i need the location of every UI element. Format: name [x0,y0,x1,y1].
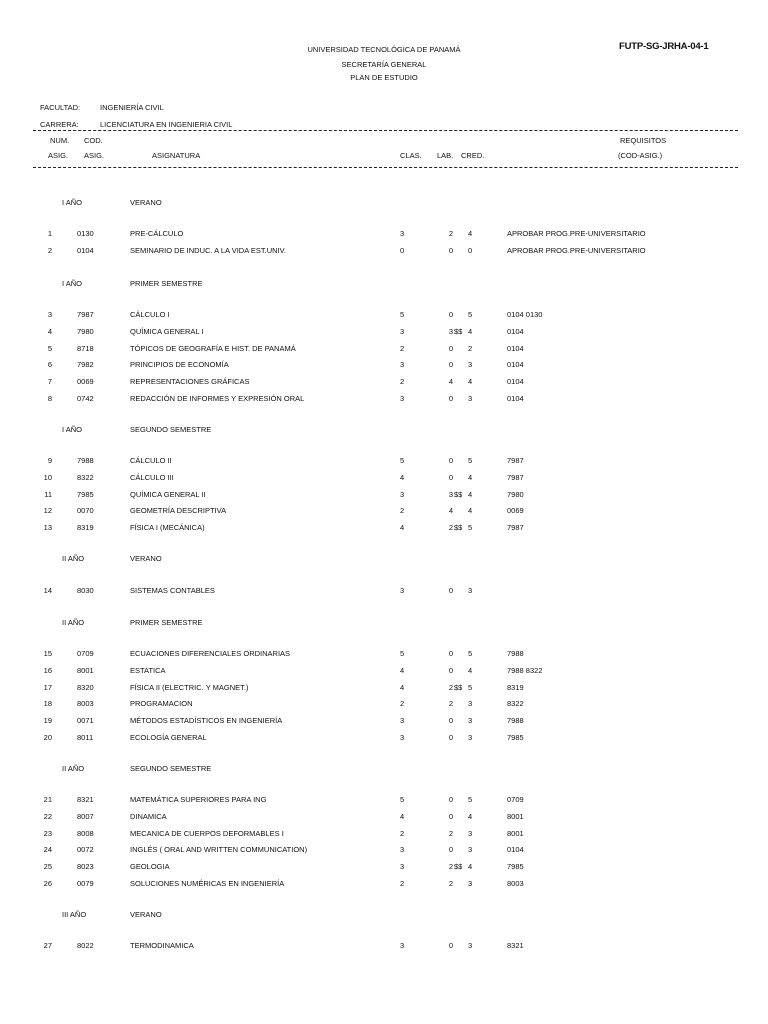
course-requisites: 7988 [507,716,524,725]
col-num-bottom: ASIG. [48,151,69,160]
section-term: VERANO [130,554,162,563]
course-num: 16 [43,665,52,675]
course-credits: 3 [468,586,473,595]
section-year: II AÑO [62,764,85,773]
course-class-hours: 4 [400,811,405,821]
course-lab-hours: 3 [448,326,453,336]
course-lab-hours: 2 [448,878,453,888]
course-lab-hours: 0 [448,456,453,465]
course-code: 8030 [77,586,94,595]
header-divider-bottom [33,167,738,168]
course-lab-hours: 0 [448,360,453,370]
course-credits: 5 [468,795,473,804]
section-year: I AÑO [62,425,83,434]
faculty-label: FACULTAD: [40,103,81,112]
course-credits: 3 [468,828,473,838]
course-name: INGLÉS ( ORAL AND WRITTEN COMMUNICATION) [130,845,308,855]
course-num: 13 [43,523,52,532]
course-class-hours: 2 [400,699,405,709]
table-row [0,716,768,727]
course-num: 1 [47,229,52,238]
course-code: 0069 [77,377,94,386]
course-lab-hours: 4 [448,377,453,386]
course-name: MECANICA DE CUERPOS DEFORMABLES I [130,828,284,838]
course-lab-hours: 0 [448,716,453,725]
course-requisites: 7985 [507,732,524,742]
table-row [0,523,768,534]
course-name: TÓPICOS DE GEOGRAFÍA E HIST. DE PANAMÁ [130,343,296,353]
course-class-hours: 4 [400,523,405,532]
course-lab-hours: 3 [448,489,453,499]
course-credits: 3 [468,393,473,403]
course-lab-hours: 0 [448,649,453,658]
course-name: PRE-CÁLCULO [130,229,184,238]
table-row [0,941,768,952]
course-class-hours: 3 [400,489,405,499]
course-lab-hours: 2 [448,699,453,709]
course-num: 21 [43,795,52,804]
course-lab-fee-flag: $$ [454,326,463,336]
course-num: 27 [43,941,52,950]
section-year: I AÑO [62,198,83,207]
course-class-hours: 3 [400,716,405,725]
course-requisites: 0104 [507,845,524,855]
course-credits: 3 [468,699,473,709]
col-lab: LAB. [437,151,454,160]
course-credits: 3 [468,878,473,888]
course-num: 9 [47,456,52,465]
course-requisites: 0104 [507,360,524,370]
course-class-hours: 2 [400,377,405,386]
course-credits: 4 [468,472,473,482]
course-num: 15 [43,649,52,658]
course-code: 0070 [77,506,94,516]
course-class-hours: 3 [400,586,405,595]
course-name: SEMINARIO DE INDUC. A LA VIDA EST.UNIV. [130,245,287,255]
course-num: 12 [43,506,52,516]
course-lab-hours: 2 [448,862,453,871]
career-value: LICENCIATURA EN INGENIERIA CIVIL [100,120,233,129]
col-cod-top: COD. [84,136,103,145]
course-code: 0742 [77,393,94,403]
course-num: 14 [43,586,52,595]
course-requisites: 7985 [507,862,524,871]
table-row [0,246,768,257]
course-name: REPRESENTACIONES GRÁFICAS [130,377,250,386]
course-credits: 3 [468,716,473,725]
course-requisites: 0104 [507,393,524,403]
course-class-hours: 3 [400,360,405,370]
table-row [0,310,768,321]
course-code: 8320 [77,682,94,692]
course-name: ESTATICA [130,665,166,675]
course-credits: 5 [468,523,473,532]
table-row [0,812,768,823]
header-divider-top [33,130,738,131]
course-requisites: 7980 [507,489,524,499]
course-name: CÁLCULO I [130,310,170,319]
course-code: 8322 [77,472,94,482]
course-requisites: 7988 [507,649,524,658]
course-name: MATEMÁTICA SUPERIORES PARA ING [130,795,267,804]
col-clas: CLAS. [400,151,422,160]
table-row [0,586,768,597]
course-lab-fee-flag: $$ [454,862,463,871]
table-row [0,733,768,744]
course-name: QUÍMICA GENERAL I [130,326,204,336]
course-name: QUÍMICA GENERAL II [130,489,206,499]
course-lab-fee-flag: $$ [454,489,463,499]
course-name: GEOMETRÍA DESCRIPTIVA [130,506,227,516]
course-code: 0709 [77,649,94,658]
course-requisites: APROBAR PROG.PRE-UNIVERSITARIO [507,229,646,238]
section-year: II AÑO [62,554,85,563]
course-class-hours: 3 [400,326,405,336]
form-code: FUTP-SG-JRHA-04-1 [619,41,709,52]
course-num: 17 [43,682,52,692]
course-credits: 5 [468,649,473,658]
faculty-value: INGENIERÍA CIVIL [100,103,164,112]
course-code: 8007 [77,811,94,821]
course-name: SOLUCIONES NUMÉRICAS EN INGENIERÍA [130,878,285,888]
course-credits: 4 [468,665,473,675]
course-num: 2 [47,245,52,255]
course-class-hours: 2 [400,828,405,838]
course-credits: 0 [468,245,473,255]
section-term: PRIMER SEMESTRE [130,618,203,627]
course-num: 19 [43,716,52,725]
course-lab-hours: 2 [448,523,453,532]
table-row [0,327,768,338]
section-term: SEGUNDO SEMESTRE [130,425,212,434]
course-credits: 3 [468,845,473,855]
course-code: 0072 [77,845,94,855]
course-num: 25 [43,862,52,871]
document-title: PLAN DE ESTUDIO [350,73,418,82]
course-num: 11 [44,489,52,499]
course-class-hours: 5 [400,795,405,804]
course-requisites: 0069 [507,506,524,516]
section-header [0,764,768,775]
course-name: REDACCIÓN DE INFORMES Y EXPRESIÓN ORAL [130,393,305,403]
course-class-hours: 3 [400,393,405,403]
course-lab-hours: 0 [448,310,453,319]
course-requisites: 8321 [507,941,524,950]
course-class-hours: 2 [400,878,405,888]
course-credits: 4 [468,377,473,386]
course-code: 7980 [77,326,94,336]
col-cod-bottom: ASIG. [84,151,105,160]
course-name: PROGRAMACION [130,699,193,709]
course-name: PRINCIPIOS DE ECONOMÍA [130,360,229,370]
course-requisites: 8001 [507,828,524,838]
col-cred: CRED. [461,151,485,160]
course-requisites: 7987 [507,472,524,482]
course-lab-hours: 0 [448,343,453,353]
col-subject: ASIGNATURA [152,151,201,160]
course-num: 22 [43,811,52,821]
course-lab-hours: 4 [448,506,453,516]
course-credits: 4 [468,811,473,821]
course-lab-fee-flag: $$ [454,523,463,532]
course-lab-hours: 2 [448,828,453,838]
course-requisites: 8322 [507,699,524,709]
university-name: UNIVERSIDAD TECNOLÓGICA DE PANAMÁ [307,45,461,54]
course-lab-hours: 0 [448,665,453,675]
course-num: 7 [47,377,52,386]
course-num: 18 [43,699,52,709]
course-requisites: 0104 [507,343,524,353]
course-name: TERMODINAMICA [130,941,194,950]
course-num: 4 [47,326,52,336]
course-requisites: 0104 [507,377,524,386]
course-credits: 4 [468,506,473,516]
course-requisites: 0104 [507,326,524,336]
table-row [0,879,768,890]
table-row [0,344,768,355]
section-term: VERANO [130,198,162,207]
table-row [0,683,768,694]
course-code: 7987 [77,310,94,319]
course-class-hours: 5 [400,456,405,465]
table-row [0,394,768,405]
course-requisites: 0104 0130 [507,310,543,319]
table-row [0,456,768,467]
course-requisites: 7987 [507,523,524,532]
course-credits: 5 [468,682,473,692]
office-name: SECRETARÍA GENERAL [341,60,427,69]
course-name: FÍSICA I (MECÁNICA) [130,523,205,532]
course-name: ECOLOGÍA GENERAL [130,732,207,742]
course-credits: 4 [468,862,473,871]
course-name: ECUACIONES DIFERENCIALES ORDINARIAS [130,649,291,658]
section-year: I AÑO [62,279,83,288]
course-name: CÁLCULO III [130,472,174,482]
course-credits: 3 [468,360,473,370]
course-credits: 4 [468,326,473,336]
course-lab-hours: 2 [448,229,453,238]
course-code: 8023 [77,862,94,871]
course-lab-hours: 0 [448,845,453,855]
col-req-bottom: (COD-ASIG.) [618,151,663,160]
table-row [0,473,768,484]
course-lab-hours: 0 [448,811,453,821]
course-class-hours: 4 [400,472,405,482]
course-code: 8003 [77,699,94,709]
section-term: PRIMER SEMESTRE [130,279,203,288]
table-row [0,360,768,371]
course-code: 8718 [77,343,94,353]
course-lab-hours: 0 [448,472,453,482]
course-requisites: 8001 [507,811,524,821]
table-row [0,699,768,710]
course-requisites: APROBAR PROG.PRE-UNIVERSITARIO [507,245,646,255]
course-lab-hours: 0 [448,586,453,595]
table-row [0,229,768,240]
section-year: III AÑO [62,910,87,919]
course-requisites: 7988 8322 [507,665,543,675]
course-class-hours: 3 [400,845,405,855]
table-row [0,666,768,677]
col-req-top: REQUISITOS [620,136,667,145]
course-code: 0079 [77,878,94,888]
course-num: 5 [47,343,52,353]
course-requisites: 8319 [507,682,524,692]
course-num: 23 [43,828,52,838]
course-num: 3 [47,310,52,319]
section-header [0,618,768,629]
table-row [0,490,768,501]
course-code: 0071 [77,716,94,725]
section-header [0,910,768,921]
table-row [0,862,768,873]
course-lab-hours: 0 [448,795,453,804]
table-row [0,649,768,660]
section-header [0,554,768,565]
section-header [0,279,768,290]
course-class-hours: 4 [400,665,405,675]
course-class-hours: 0 [400,245,405,255]
course-code: 8008 [77,828,94,838]
course-class-hours: 2 [400,506,405,516]
table-row [0,377,768,388]
course-lab-hours: 0 [448,393,453,403]
course-class-hours: 3 [400,862,405,871]
course-lab-fee-flag: $$ [454,682,463,692]
course-class-hours: 3 [400,941,405,950]
course-credits: 3 [468,941,473,950]
section-term: SEGUNDO SEMESTRE [130,764,212,773]
career-label: CARRERA: [40,120,79,129]
course-code: 7982 [77,360,94,370]
course-requisites: 0709 [507,795,524,804]
course-class-hours: 2 [400,343,405,353]
course-class-hours: 5 [400,649,405,658]
course-credits: 2 [468,343,473,353]
course-credits: 3 [468,732,473,742]
table-row [0,795,768,806]
course-num: 20 [43,732,52,742]
course-class-hours: 5 [400,310,405,319]
course-code: 8022 [77,941,94,950]
course-name: FÍSICA II (ELECTRIC. Y MAGNET.) [130,682,249,692]
course-class-hours: 3 [400,732,405,742]
course-code: 7988 [77,456,94,465]
course-lab-hours: 2 [448,682,453,692]
course-name: DINAMICA [130,811,167,821]
course-name: MÉTODOS ESTADÍSTICOS EN INGENIERÍA [130,716,283,725]
course-num: 10 [43,472,52,482]
course-code: 8001 [77,665,94,675]
course-lab-hours: 0 [448,245,453,255]
course-name: SISTEMAS CONTABLES [130,586,215,595]
course-code: 0104 [77,245,94,255]
course-lab-hours: 0 [448,941,453,950]
course-code: 7985 [77,489,94,499]
course-code: 8321 [77,795,94,804]
course-requisites: 8003 [507,878,524,888]
table-row [0,845,768,856]
course-credits: 4 [468,229,473,238]
table-row [0,829,768,840]
course-credits: 4 [468,489,473,499]
course-lab-hours: 0 [448,732,453,742]
course-code: 0130 [77,229,94,238]
section-header [0,198,768,209]
course-class-hours: 4 [400,682,405,692]
col-num-top: NUM. [50,136,70,145]
course-credits: 5 [468,310,473,319]
course-code: 8011 [77,732,94,742]
course-class-hours: 3 [400,229,405,238]
course-name: GEOLOGIA [130,862,170,871]
course-num: 24 [43,845,52,855]
course-num: 26 [43,878,52,888]
section-header [0,425,768,436]
course-name: CÁLCULO II [130,456,172,465]
course-num: 8 [47,393,52,403]
course-credits: 5 [468,456,473,465]
table-row [0,506,768,517]
course-num: 6 [47,360,52,370]
course-requisites: 7987 [507,456,524,465]
section-year: II AÑO [62,618,85,627]
course-code: 8319 [77,523,94,532]
section-term: VERANO [130,910,162,919]
